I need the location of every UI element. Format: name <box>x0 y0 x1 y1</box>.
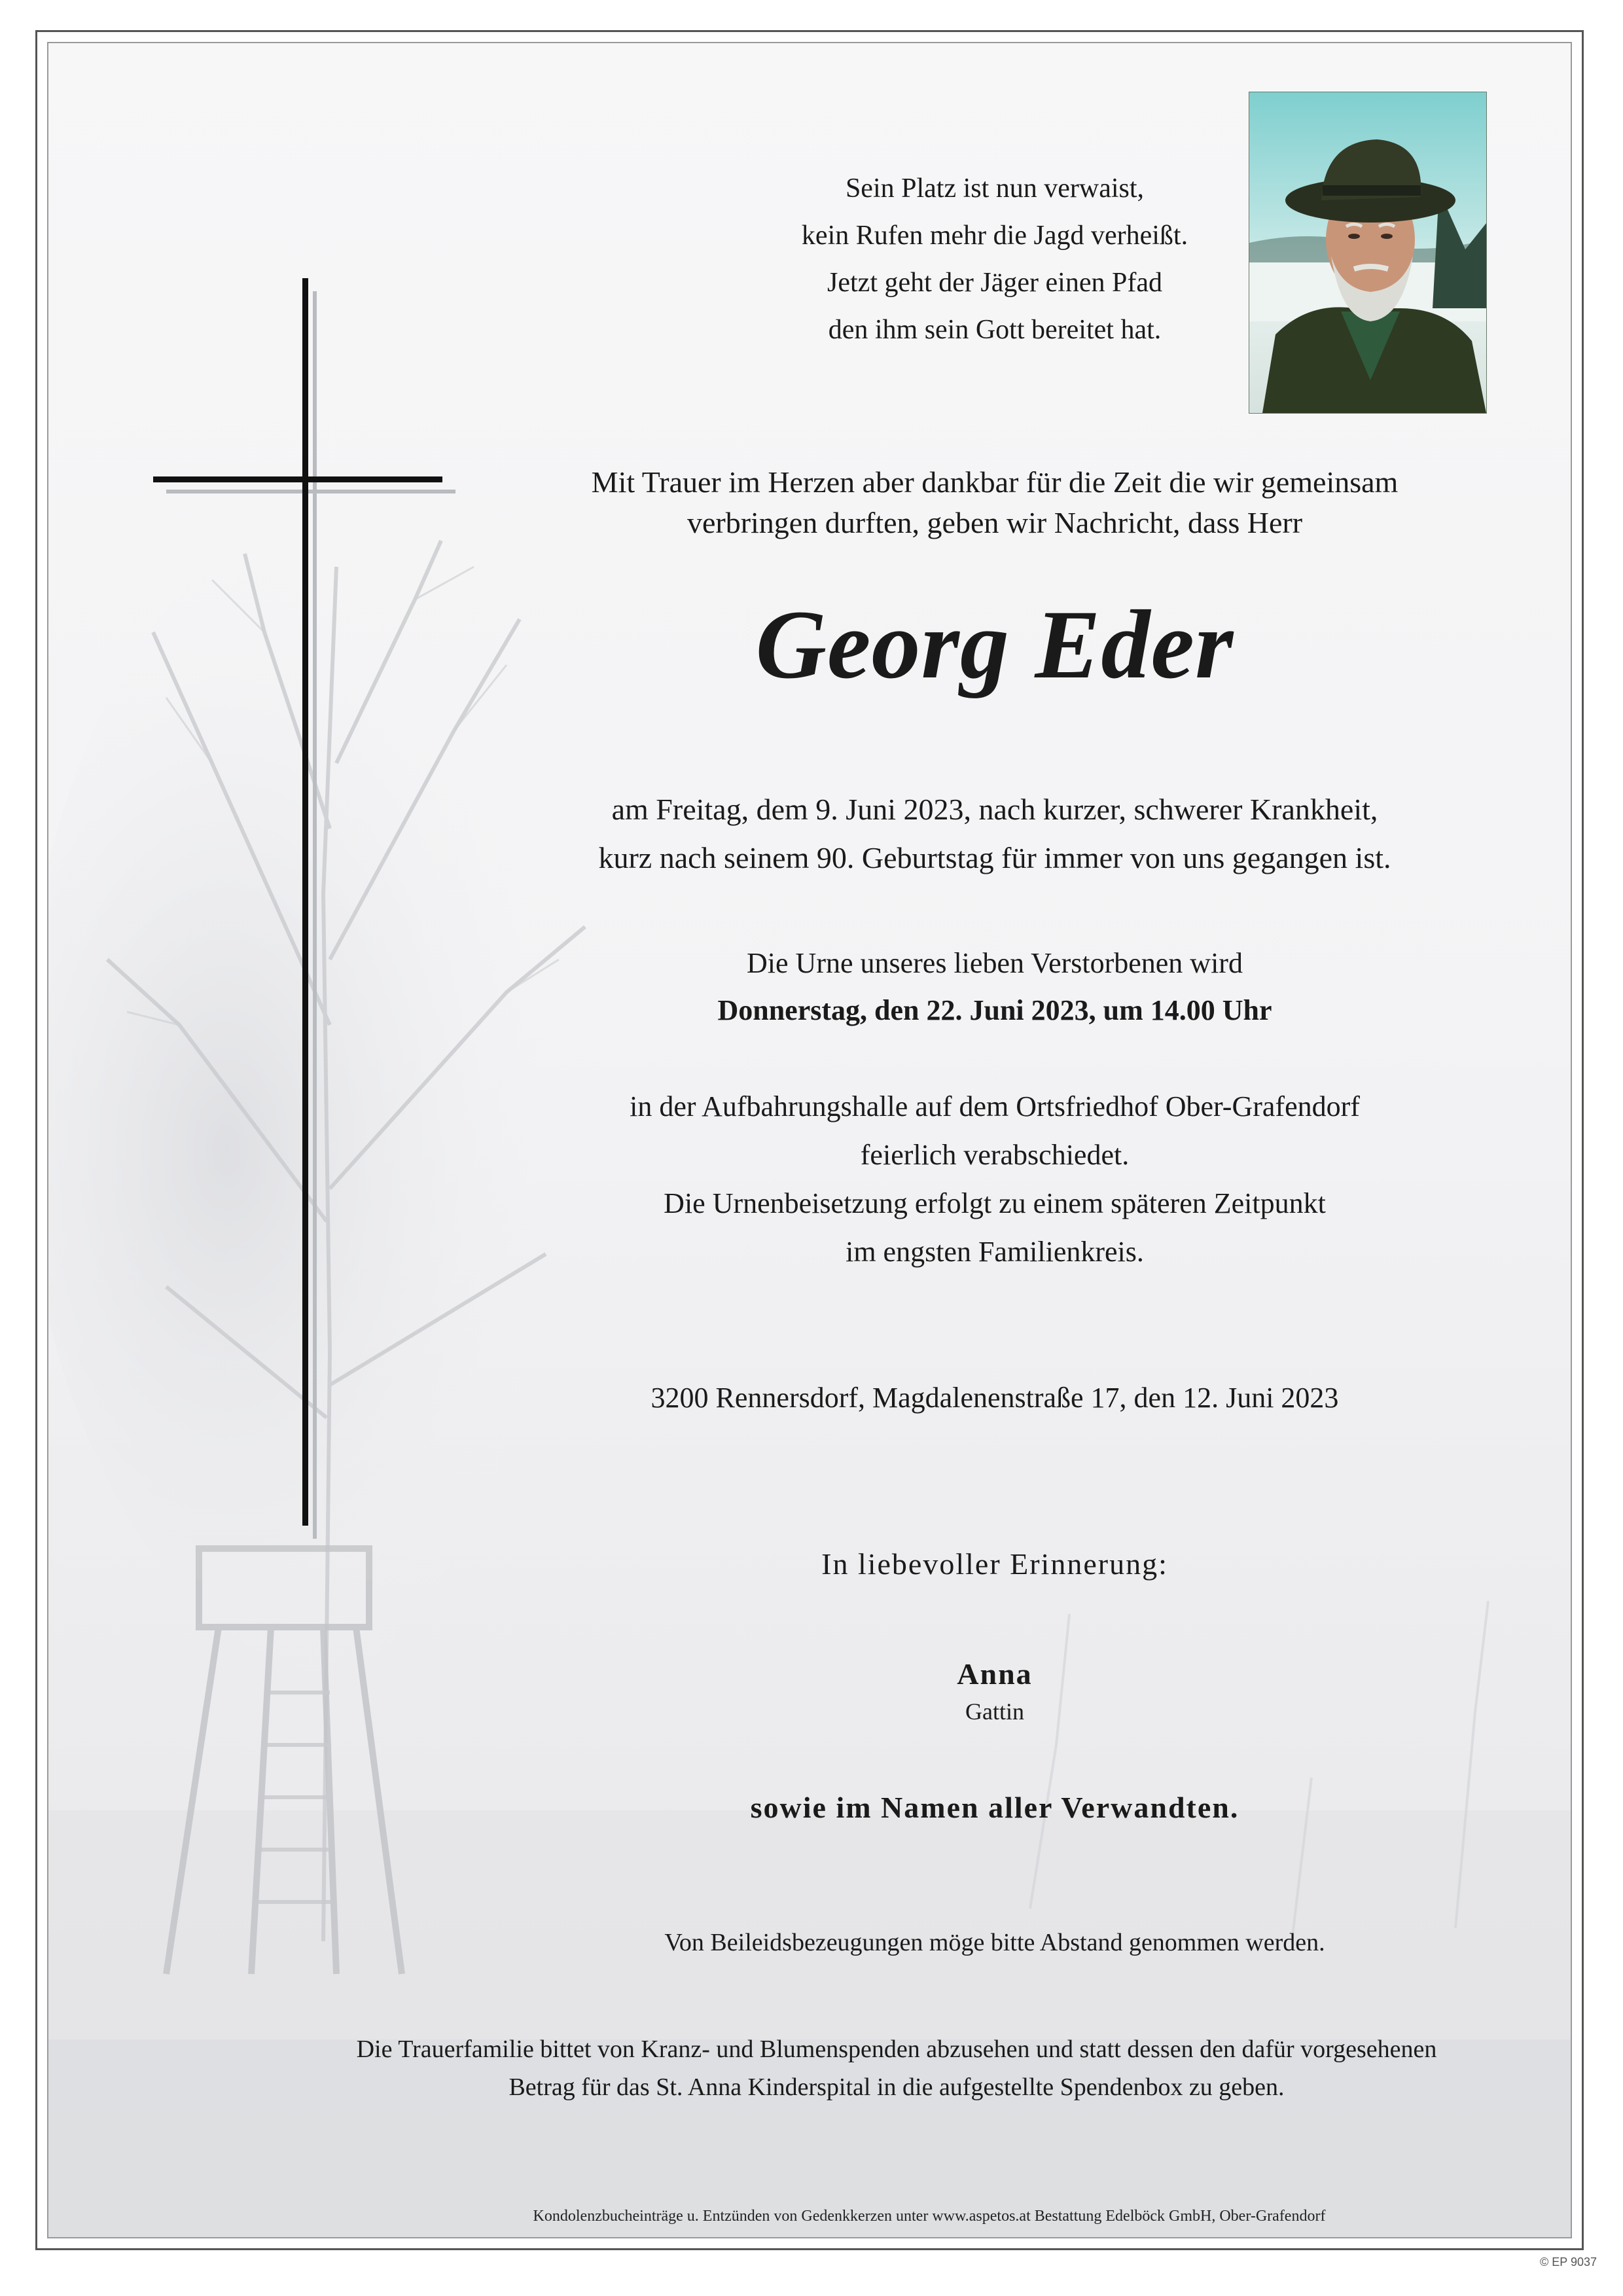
ceremony-line: feierlich verabschiedet. <box>860 1139 1130 1171</box>
relatives-line: sowie im Namen aller Verwandten. <box>750 1791 1240 1824</box>
mourner-relation: Gattin <box>965 1698 1024 1725</box>
ceremony-line: im engsten Familienkreis. <box>846 1236 1144 1268</box>
donation-line: Betrag für das St. Anna Kinderspital in die aufgestellte Spendenbox zu geben. <box>508 2073 1285 2101</box>
poem-line: kein Rufen mehr die Jagd verheißt. <box>801 221 1188 251</box>
deceased-name: Georg Eder <box>755 590 1234 699</box>
death-line: kurz nach seinem 90. Geburtstag für immer von uns gegangen ist. <box>598 841 1391 874</box>
ceremony-details <box>484 1083 1505 1276</box>
donation-request <box>314 2030 1479 2106</box>
ceremony-line: Die Urnenbeisetzung erfolgt zu einem späteren Zeitpunkt <box>664 1187 1326 1219</box>
memory-heading: In liebevoller Erinnerung: <box>821 1547 1168 1581</box>
death-notice <box>484 785 1505 882</box>
poem-verse <box>484 165 1505 353</box>
poem-line: Sein Platz ist nun verwaist, <box>845 173 1145 204</box>
copyright-code: © EP 9037 <box>1540 2255 1597 2269</box>
death-line: am Freitag, dem 9. Juni 2023, nach kurzer, schwerer Krankheit, <box>611 793 1378 826</box>
intro-line: verbringen durften, geben wir Nachricht, dass Herr <box>687 506 1303 539</box>
urn-line: Die Urne unseres lieben Verstorbenen wird <box>747 947 1243 979</box>
ceremony-line: in der Aufbahrungshalle auf dem Ortsfriedhof Ober-Grafendorf <box>630 1090 1360 1122</box>
donation-line: Die Trauerfamilie bittet von Kranz- und Blumenspenden abzusehen und statt dessen den dafür vorgesehenen <box>356 2036 1437 2063</box>
cross-horizontal-shadow <box>166 490 455 493</box>
footer-funeral-home: Kondolenzbucheinträge u. Entzünden von Gedenkkerzen unter www.aspetos.at Bestattung Edelböck GmbH, Ober-Grafendorf <box>533 2208 1326 2225</box>
poem-line: den ihm sein Gott bereitet hat. <box>828 315 1162 345</box>
cross-horizontal-beam <box>153 476 442 482</box>
urn-notice <box>484 940 1505 1034</box>
mourner-name: Anna <box>957 1657 1033 1691</box>
urn-date-time: Donnerstag, den 22. Juni 2023, um 14.00 Uhr <box>717 994 1272 1026</box>
cross-vertical-beam <box>302 278 308 1526</box>
intro-text <box>484 462 1505 543</box>
condolence-note: Von Beileidsbezeugungen möge bitte Abstand genommen werden. <box>664 1929 1325 1956</box>
poem-line: Jetzt geht der Jäger einen Pfad <box>827 268 1162 298</box>
intro-line: Mit Trauer im Herzen aber dankbar für die Zeit die wir gemeinsam <box>591 465 1399 499</box>
place-and-date: 3200 Rennersdorf, Magdalenenstraße 17, den 12. Juni 2023 <box>651 1382 1339 1414</box>
